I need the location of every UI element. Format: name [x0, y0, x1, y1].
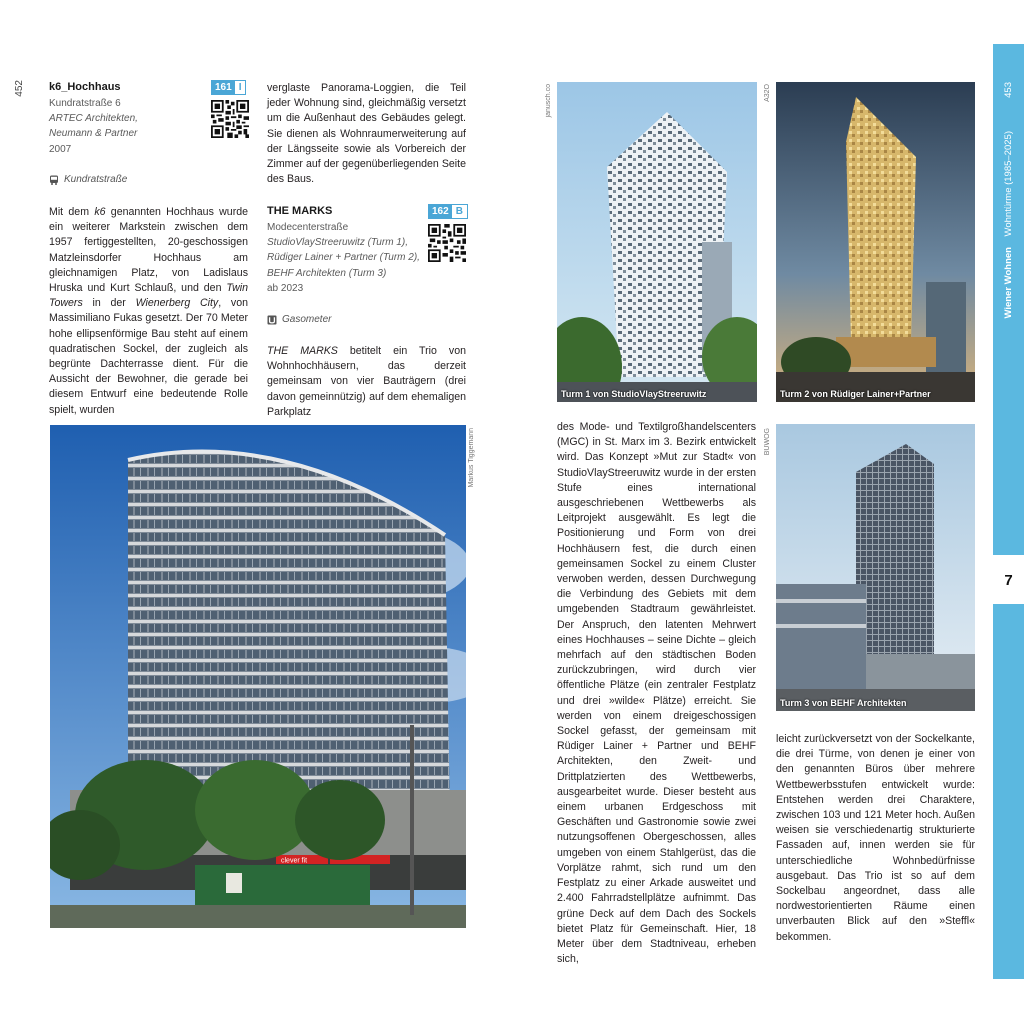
sidebar-labels-text — [1003, 131, 1014, 319]
bus-icon — [49, 175, 59, 185]
entry-badge-161 — [211, 80, 246, 95]
text-run: Mit dem — [49, 206, 95, 218]
sidebar-chapter-band-lower — [993, 604, 1024, 979]
shop-sign: clever fit — [281, 857, 308, 865]
photo-caption-turm1: Turm 1 von StudioVlayStreeruwitz — [561, 389, 707, 399]
entry-architect-line: Rüdiger Lainer + Partner (Turm 2), — [267, 252, 420, 264]
photo-caption-turm2: Turm 2 von Rüdiger Lainer+Partner — [780, 389, 931, 399]
entry-architect-line: ARTEC Architekten, — [49, 113, 138, 125]
text-run-italic: Twin Towers — [49, 282, 248, 310]
left-page-number: 452 — [14, 80, 25, 97]
photo-caption-turm3: Turm 3 von BEHF Architekten — [780, 698, 907, 708]
entry-body-the-marks-intro — [267, 344, 466, 420]
qr-code-icon[interactable] — [428, 224, 466, 262]
transport-k6 — [49, 174, 127, 185]
photo-credit-turm3: BUWOG — [764, 428, 771, 456]
photo-k6-image — [50, 425, 466, 928]
badge-zone: B — [452, 205, 467, 218]
badge-number: 162 — [429, 205, 452, 218]
photo-k6-hochhaus — [50, 425, 466, 928]
photo-turm3-image — [776, 424, 975, 711]
badge-zone: I — [235, 81, 246, 94]
sidebar-page-number-wrap — [993, 82, 1024, 98]
text-run: in der — [82, 297, 136, 310]
photo-credit-turm2: A32O — [764, 84, 771, 102]
entry-body-k6-continued: verglaste Panorama-Loggien, die Teil jeder Wohnung sind, gleichmäßig versetzt um die Außenhaut des Gebäudes gelegt. Sie dienen als Wohnraumerweiterung auf der Längsseite sowie als Vorbereich der Zimmer auf der gegenüberliegenden Seite des Baus. — [267, 82, 466, 186]
sidebar-section: Wiener Wohnen — [1003, 247, 1014, 319]
right-body-col2: leicht zurückversetzt von der Sockelkante, die drei Türme, von denen je einer von den genannten Büros über mehrere Wettbewerbsstufen entwickelt wurde: Entstehen werden drei Charaktere, zwischen 103 und 121 Meter hoch. Außen weisen sie verschiedenartig strukturierte Fassaden auf, innen werden sie für unterschiedliche Wohnbedürfnisse ausgebaut. Das Trio ist so auf dem Sockelbau angeordnet, dass alle nordwestorientierten Räume einen unverbauten Blick auf den »Steffl« bekommen. — [776, 733, 975, 943]
entry-architect-line: Neumann & Partner — [49, 128, 138, 140]
entry-year: 2007 — [49, 143, 72, 155]
right-page-number: 453 — [1003, 82, 1014, 98]
photo-turm1-image — [557, 82, 757, 402]
entry-address: Kundratstraße 6 — [49, 98, 121, 109]
badge-number: 161 — [212, 81, 235, 94]
photo-turm1 — [557, 82, 757, 402]
entry-architect-line: BEHF Architekten (Turm 3) — [267, 267, 387, 279]
text-run: betitelt ein Trio von Wohnhochhäusern, das derzeit gemeinsam von vier Bauträgern (drei davon gemeinnützig) auf dem ehemaligen Parkplatz — [267, 345, 466, 418]
right-body-col1: des Mode- und Textilgroßhandelscenters (MGC) in St. Marx im 3. Bezirk entwickelt wird. Das Konzept »Mut zur Stadt« von StudioVlayStreeruwitz wurde in der ersten Stufe eines international ausgeschriebenen Wettbewerbs als Leitprojekt ausgewählt. Es legt die Positionierung und Form von drei Hochhäusern fest, die durch einen gemeinsamen Sockel zu einem Cluster verwoben werden, dessen Durchwegung die Verbindung des Gebiets mit dem umgebenden Stadtraum gewährleistet. Der Anspruch, den latenten Mehrwert eines Hochhauses – seine Dichte – gleich mehrfach auf den städtischen Boden zurückzubringen, wird durch vier öffentliche Plätze (ein zentraler Festplatz und drei »wilde« Plätze) erreicht. Sie werden von einem dreigeschossigen Sockel gefasst, der gemeinsam mit Rüdiger Lainer + Partner und BEHF Architekten, den Zweit- und Drittplatzierten des Wettbewerbs, ausgearbeitet wurde. Dieser besteht aus einem urbanen Erdgeschoss mit Geschäften und Gastronomie sowie zwei nutzungsoffenen Obergeschossen, alles umgeben von einem Stahlgerüst, das die Vorplätze rahmt, sich rund um den Festplatz zu einer Arkade ausweitet und 2.400 Fahrradstellplätze aufnimmt. Das grüne Deck auf dem Dach des Sockels bietet Platz für Gemeinschaft. Hier, 18 Meter über dem Stadtniveau, erheben sich, — [557, 421, 756, 966]
qr-code-icon[interactable] — [211, 100, 249, 138]
sidebar-chapter: Wohntürme (1985–2025) — [1003, 131, 1014, 237]
sidebar-chapter-band — [993, 44, 1024, 555]
entry-address: Modecenterstraße — [267, 222, 349, 233]
sidebar-labels — [993, 119, 1024, 319]
entry-badge-162 — [428, 204, 468, 219]
text-run-italic: THE MARKS — [267, 345, 338, 357]
entry-title-k6: k6_Hochhaus — [49, 81, 121, 93]
text-run: , von Massimiliano Fukas gesetzt. Der 70 Meter hohe ellipsenförmige Bau steht auf einem quadratischen Sockel, der zugleich als begrünte Dachterrasse dient. Für die Aussicht der Bewohner, die gerade bei diesem Entwurf eine bedeutende Rolle spielt, wurden — [49, 297, 248, 416]
transport-stop: Kundratstraße — [64, 174, 128, 185]
subway-icon — [267, 315, 277, 325]
entry-body-k6 — [49, 205, 248, 418]
photo-credit-turm1: janusch.co — [545, 84, 552, 118]
entry-title-the-marks: THE MARKS — [267, 205, 333, 217]
photo-turm2 — [776, 82, 975, 402]
photo-turm3 — [776, 424, 975, 711]
text-run-italic: Wienerberg City — [135, 297, 219, 310]
entry-meta-the-marks — [267, 220, 432, 296]
entry-meta-k6 — [49, 96, 209, 157]
text-run-italic: k6 — [94, 206, 106, 218]
transport-the-marks — [267, 314, 331, 325]
photo-credit-k6: Markus Tiggemann — [468, 428, 475, 488]
photo-turm2-image — [776, 82, 975, 402]
transport-stop: Gasometer — [282, 314, 332, 325]
text-run: genannten Hochhaus wurde ein weiterer Markstein zwischen dem 1957 fertiggestellten, 20-geschossigen Matzleinsdorfer Hochhaus am gleichnamigen Platz, von Ladislaus Hruska und Kurt Schlauß, und den — [49, 206, 249, 295]
chapter-tab-7[interactable]: 7 — [993, 556, 1024, 604]
entry-year: ab 2023 — [267, 282, 304, 294]
entry-architect-line: StudioVlayStreeruwitz (Turm 1), — [267, 237, 408, 249]
